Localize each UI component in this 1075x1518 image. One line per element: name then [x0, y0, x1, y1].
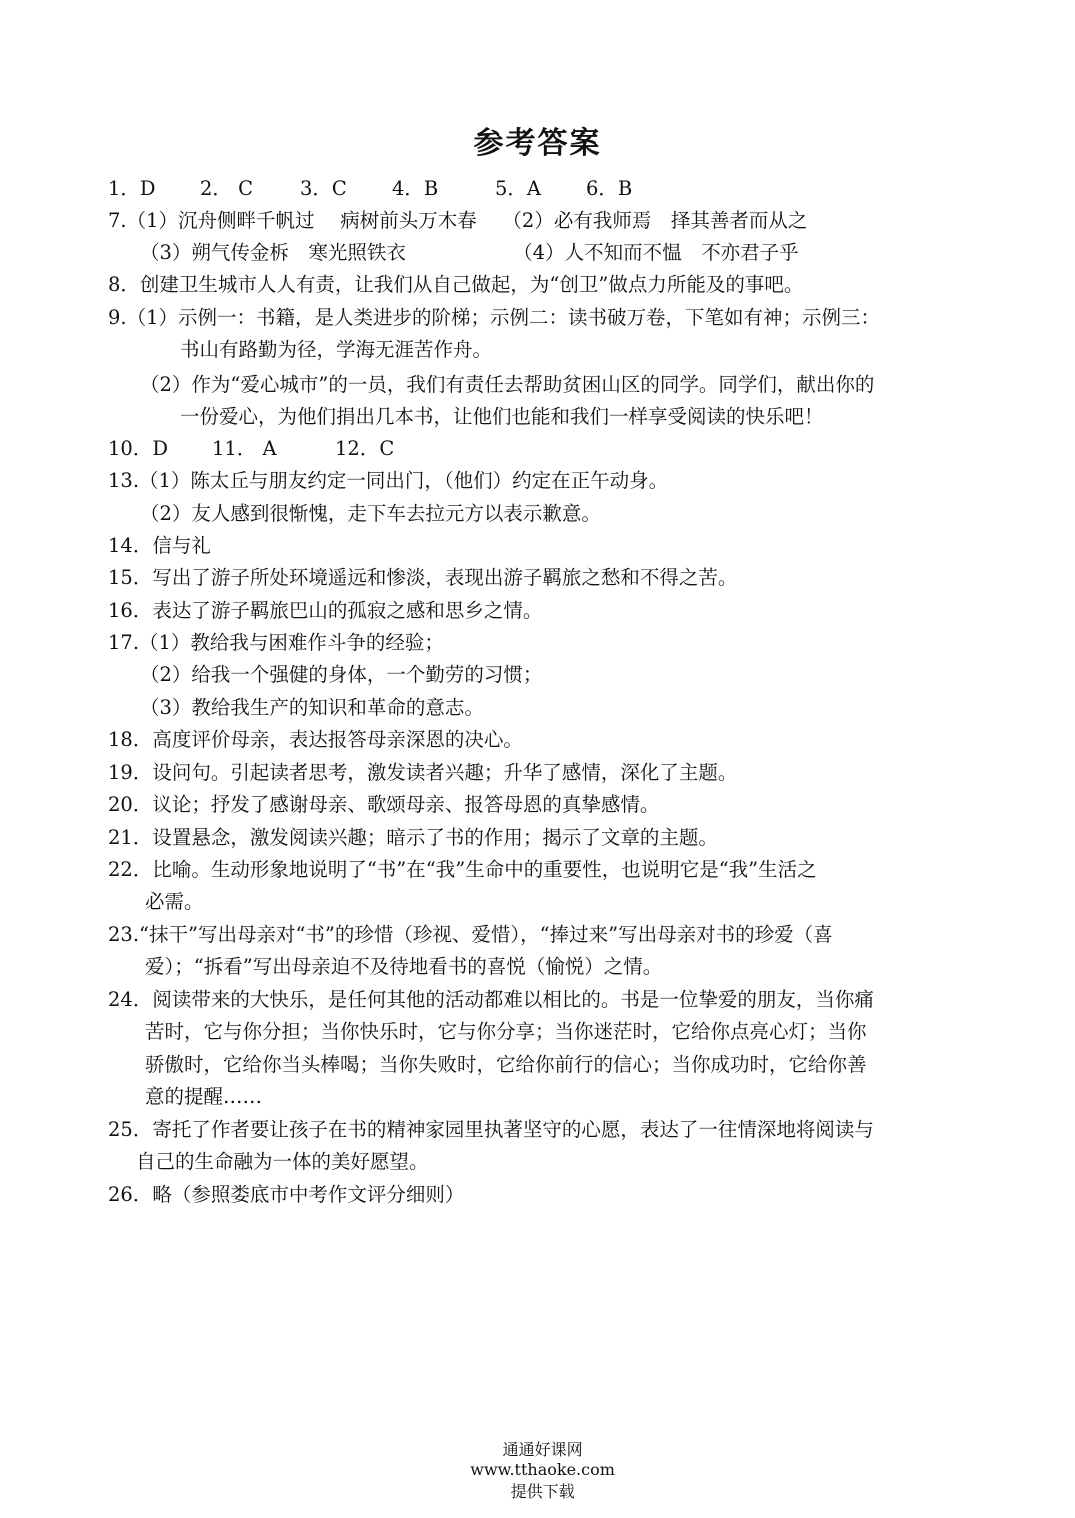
answer-12: 12．C — [335, 437, 395, 460]
answer-22-line-1: 22．比喻。生动形象地说明了“书”在“我”生命中的重要性，也说明它是“我”生活之 — [108, 858, 817, 881]
answer-17-line-3: （3）教给我生产的知识和革命的意志。 — [140, 696, 484, 719]
answer-9-line-4: 一份爱心，为他们捐出几本书，让他们也能和我们一样享受阅读的快乐吧！ — [180, 405, 824, 428]
answer-20: 20．议论；抒发了感谢母亲、歌颂母亲、报答母恩的真挚感情。 — [108, 793, 660, 816]
answer-10: 10．D — [108, 437, 168, 460]
footer-site-name: 通通好课网 — [502, 1440, 583, 1459]
page-title: 参考答案 — [473, 126, 602, 161]
answer-17-line-1: 17.（1）教给我与困难作斗争的经验； — [108, 631, 444, 654]
answer-9-line-2: 书山有路勤为径，学海无涯苦作舟。 — [180, 338, 493, 361]
answer-9-line-3: （2）作为“爱心城市”的一员，我们有责任去帮助贫困山区的同学。同学们，献出你的 — [140, 373, 875, 396]
answer-7-line-2: （3）朔气传金柝 寒光照铁衣 （4）人不知而不愠 不亦君子乎 — [140, 241, 799, 264]
answer-5: 5．A — [495, 177, 541, 200]
answer-9-line-1: 9.（1）示例一：书籍，是人类进步的阶梯；示例二：读书破万卷，下笔如有神；示例三： — [108, 306, 881, 329]
answer-24-line-3: 骄傲时，它给你当头棒喝；当你失败时，它给你前行的信心；当你成功时，它给你善 — [145, 1053, 867, 1076]
footer-url[interactable]: www.tthaoke.com — [470, 1460, 615, 1479]
answers-1-6 — [108, 173, 708, 205]
answer-11: 11． A — [212, 437, 277, 460]
answer-17-line-2: （2）给我一个强健的身体，一个勤劳的习惯； — [140, 663, 543, 686]
footer — [0, 1418, 1075, 1502]
answer-3: 3．C — [300, 177, 347, 200]
answer-16: 16．表达了游子羁旅巴山的孤寂之感和思乡之情。 — [108, 599, 543, 622]
answer-13-line-1: 13.（1）陈太丘与朋友约定一同出门，（他们）约定在正午动身。 — [108, 469, 669, 492]
footer-download-text: 提供下载 — [510, 1482, 575, 1501]
answer-24-line-4: 意的提醒…… — [145, 1085, 263, 1108]
answer-24-line-2: 苦时，它与你分担；当你快乐时，它与你分享；当你迷茫时，它给你点亮心灯；当你 — [145, 1020, 867, 1043]
answer-22-line-2: 必需。 — [145, 890, 204, 913]
answer-2: 2． C — [200, 177, 254, 200]
answer-15: 15．写出了游子所处环境遥远和惨淡，表现出游子羁旅之愁和不得之苦。 — [108, 566, 738, 589]
answer-8: 8．创建卫生城市人人有责，让我们从自己做起，为“创卫”做点力所能及的事吧。 — [108, 273, 804, 296]
answer-23-line-2: 爱）；“拆看”写出母亲迫不及待地看书的喜悦（愉悦）之情。 — [145, 955, 663, 978]
answer-18: 18．高度评价母亲，表达报答母亲深恩的决心。 — [108, 728, 523, 751]
answer-23-line-1: 23.“抹干”写出母亲对“书”的珍惜（珍视、爱惜），“捧过来”写出母亲对书的珍爱（喜 — [108, 923, 833, 946]
answer-14: 14．信与礼 — [108, 534, 211, 557]
answer-13-line-2: （2）友人感到很惭愧，走下车去拉元方以表示歉意。 — [140, 502, 601, 525]
answer-24-line-1: 24．阅读带来的大快乐，是任何其他的活动都难以相比的。书是一位挚爱的朋友，当你痛 — [108, 988, 874, 1011]
answer-1: 1．D — [108, 177, 156, 200]
answer-26: 26．略（参照娄底市中考作文评分细则） — [108, 1183, 465, 1206]
answer-4: 4．B — [392, 177, 439, 200]
answer-25-line-1: 25．寄托了作者要让孩子在书的精神家园里执著坚守的心愿，表达了一往情深地将阅读与 — [108, 1118, 874, 1141]
answer-6: 6．B — [586, 177, 633, 200]
answer-19: 19．设问句。引起读者思考，激发读者兴趣；升华了感情，深化了主题。 — [108, 761, 738, 784]
answer-25-line-2: 自己的生命融为一体的美好愿望。 — [136, 1150, 429, 1173]
answer-21: 21．设置悬念，激发阅读兴趣；暗示了书的作用；揭示了文章的主题。 — [108, 826, 718, 849]
answers-10-12 — [108, 433, 508, 465]
answer-7-line-1: 7.（1）沉舟侧畔千帆过 病树前头万木春 （2）必有我师焉 择其善者而从之 — [108, 209, 808, 232]
